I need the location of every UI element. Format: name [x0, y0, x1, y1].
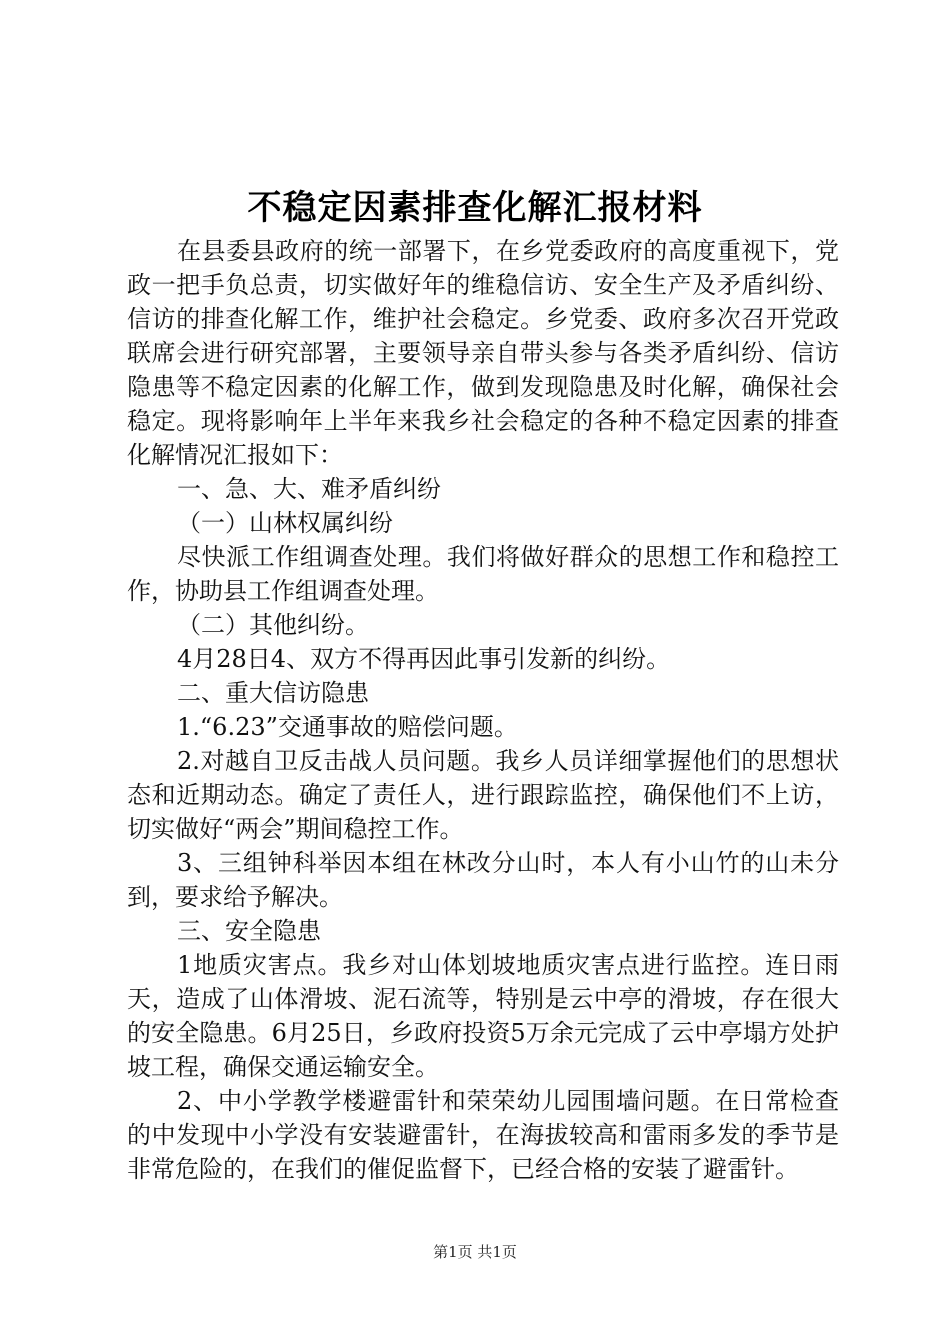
item-land-allocation: 3、三组钟科举因本组在林改分山时，本人有小山竹的山未分到，要求给予解决。: [127, 849, 839, 911]
section-heading-1: 一、急、大、难矛盾纠纷: [177, 475, 441, 503]
item-traffic-accident: 1.“6.23”交通事故的赔偿问题。: [177, 713, 518, 741]
section-heading-2: 二、重大信访隐患: [177, 679, 369, 707]
page-footer: 第1页 共1页: [433, 1243, 517, 1261]
item-geological-hazard: 1地质灾害点。我乡对山体划坡地质灾害点进行监控。连日雨天，造成了山体滑坡、泥石流等，特别是云中亭的滑坡，存在很大的安全隐患。6月25日，乡政府投资5万余元完成了云中亭塌方处护坡工程，确保交通运输安全。: [127, 951, 839, 1081]
section-heading-3: 三、安全隐患: [177, 917, 321, 945]
document-body: [127, 234, 839, 1186]
item-lightning-rod: 2、中小学教学楼避雷针和荣荣幼儿园围墙问题。在日常检查的中发现中小学没有安装避雷针，在海拔较高和雷雨多发的季节是非常危险的，在我们的催促监督下，已经合格的安装了避雷针。: [127, 1087, 839, 1183]
document-title: 不稳定因素排查化解汇报材料: [247, 188, 703, 228]
item-veterans: 2.对越自卫反击战人员问题。我乡人员详细掌握他们的思想状态和近期动态。确定了责任人，进行跟踪监控，确保他们不上访，切实做好“两会”期间稳控工作。: [127, 747, 839, 843]
paragraph-forest-dispute: 尽快派工作组调查处理。我们将做好群众的思想工作和稳控工作，协助县工作组调查处理。: [127, 543, 839, 605]
paragraph-other-dispute: 4月28日4、双方不得再因此事引发新的纠纷。: [177, 645, 671, 673]
intro-paragraph: 在县委县政府的统一部署下，在乡党委政府的高度重视下，党政一把手负总责，切实做好年的维稳信访、安全生产及矛盾纠纷、信访的排查化解工作，维护社会稳定。乡党委、政府多次召开党政联席会进行研究部署，主要领导亲自带头参与各类矛盾纠纷、信访隐患等不稳定因素的化解工作，做到发现隐患及时化解，确保社会稳定。现将影响年上半年来我乡社会稳定的各种不稳定因素的排查化解情况汇报如下：: [127, 237, 839, 469]
subsection-heading-2: （二）其他纠纷。: [177, 611, 369, 639]
subsection-heading-1: （一）山林权属纠纷: [177, 509, 393, 537]
